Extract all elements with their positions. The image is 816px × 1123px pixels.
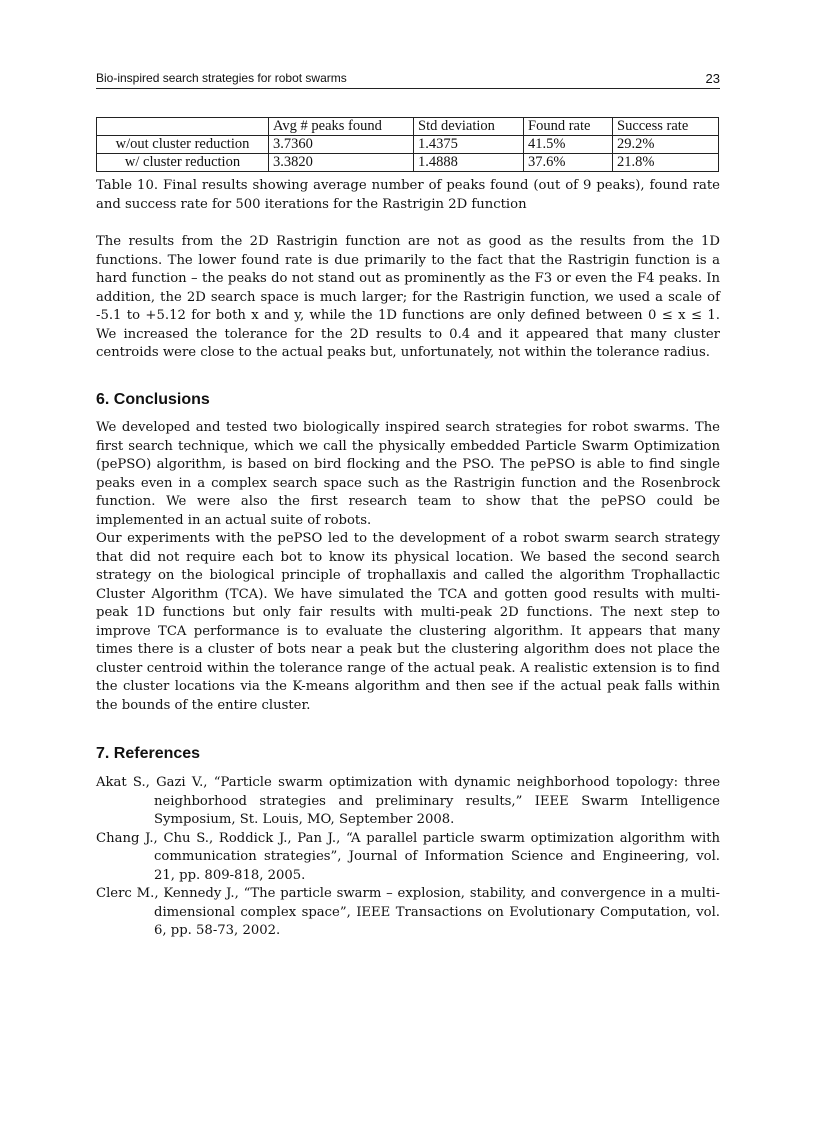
running-title: Bio-inspired search strategies for robot swarms [96,71,347,85]
reference-item: Akat S., Gazi V., “Particle swarm optimization with dynamic neighborhood topology: three neighborhood strategies and preliminary results,” IEEE Swarm Intelligence Symposium, St. Louis, MO, September 2008. [96,775,720,827]
column-header-empty [97,118,269,136]
table-header-row [97,118,719,136]
column-header-found-rate: Found rate [524,118,613,136]
column-header-avg-peaks: Avg # peaks found [269,118,414,136]
cell-avg-peaks: 3.7360 [269,136,414,154]
rastrigin-paragraph: The results from the 2D Rastrigin function are not as good as the results from the 1D functions. The lower found rate is due primarily to the fact that the Rastrigin function is a hard function – the peaks do not stand out as prominently as the F3 or even the F4 peaks. In addition, the 2D search space is much larger; for the Rastrigin function, we used a scale of -5.1 to +5.12 for both x and y, while the 1D functions are only defined between 0 ≤ x ≤ 1. We increased the tolerance for the 2D results to 0.4 and it appeared that many cluster centroids were close to the actual peaks but, unfortunately, not within the tolerance radius. [96,234,720,360]
cell-success-rate: 29.2% [613,136,719,154]
column-header-success-rate: Success rate [613,118,719,136]
cell-avg-peaks: 3.3820 [269,154,414,172]
cell-found-rate: 37.6% [524,154,613,172]
conclusions-paragraph-2: Our experiments with the pePSO led to the development of a robot swarm search strategy that did not require each bot to know its physical location. We based the second search strategy on the biological principle of trophallaxis and called the algorithm Trophallactic Cluster Algorithm (TCA). We have simulated the TCA and gotten good results with multi-peak 1D functions but only fair results with multi-peak 2D functions. The next step to improve TCA performance is to evaluate the clustering algorithm. It appears that many times there is a cluster of bots near a peak but the clustering algorithm does not place the cluster centroid within the tolerance range of the actual peak. A realistic extension is to find the cluster locations via the K-means algorithm and then see if the actual peak falls within the bounds of the entire cluster. [96,531,720,713]
reference-item: Clerc M., Kennedy J., “The particle swarm – explosion, stability, and convergence in a multi-dimensional complex space”, IEEE Transactions on Evolutionary Computation, vol. 6, pp. 58-73, 2002. [96,886,720,938]
references-heading: 7. References [96,745,201,762]
cell-success-rate: 21.8% [613,154,719,172]
conclusions-heading: 6. Conclusions [96,391,210,408]
cell-std-deviation: 1.4375 [414,136,524,154]
cell-found-rate: 41.5% [524,136,613,154]
references-list [96,774,720,941]
conclusions-paragraph-1: We developed and tested two biologically inspired search strategies for robot swarms. The first search technique, which we call the physically embedded Particle Swarm Optimization (pePSO) algorithm, is based on bird flocking and the PSO. The pePSO is able to find single peaks even in a complex search space such as the Rastrigin function and the Rosenbrock function. We were also the first research team to show that the pePSO could be implemented in an actual suite of robots. [96,420,720,528]
page-number: 23 [705,71,720,86]
row-label: w/out cluster reduction [97,136,269,154]
running-header [96,70,720,89]
row-label: w/ cluster reduction [97,154,269,172]
column-header-std-deviation: Std deviation [414,118,524,136]
reference-item: Chang J., Chu S., Roddick J., Pan J., “A parallel particle swarm optimization algorithm with communication strategies”, Journal of Information Science and Engineering, vol. 21, pp. 809-818, 2005. [96,830,720,883]
table-row [97,136,719,154]
cell-std-deviation: 1.4888 [414,154,524,172]
table-row [97,154,719,172]
table-caption: Table 10. Final results showing average number of peaks found (out of 9 peaks), found rate and success rate for 500 iterations for the Rastrigin 2D function [96,178,720,212]
results-table [96,117,719,172]
